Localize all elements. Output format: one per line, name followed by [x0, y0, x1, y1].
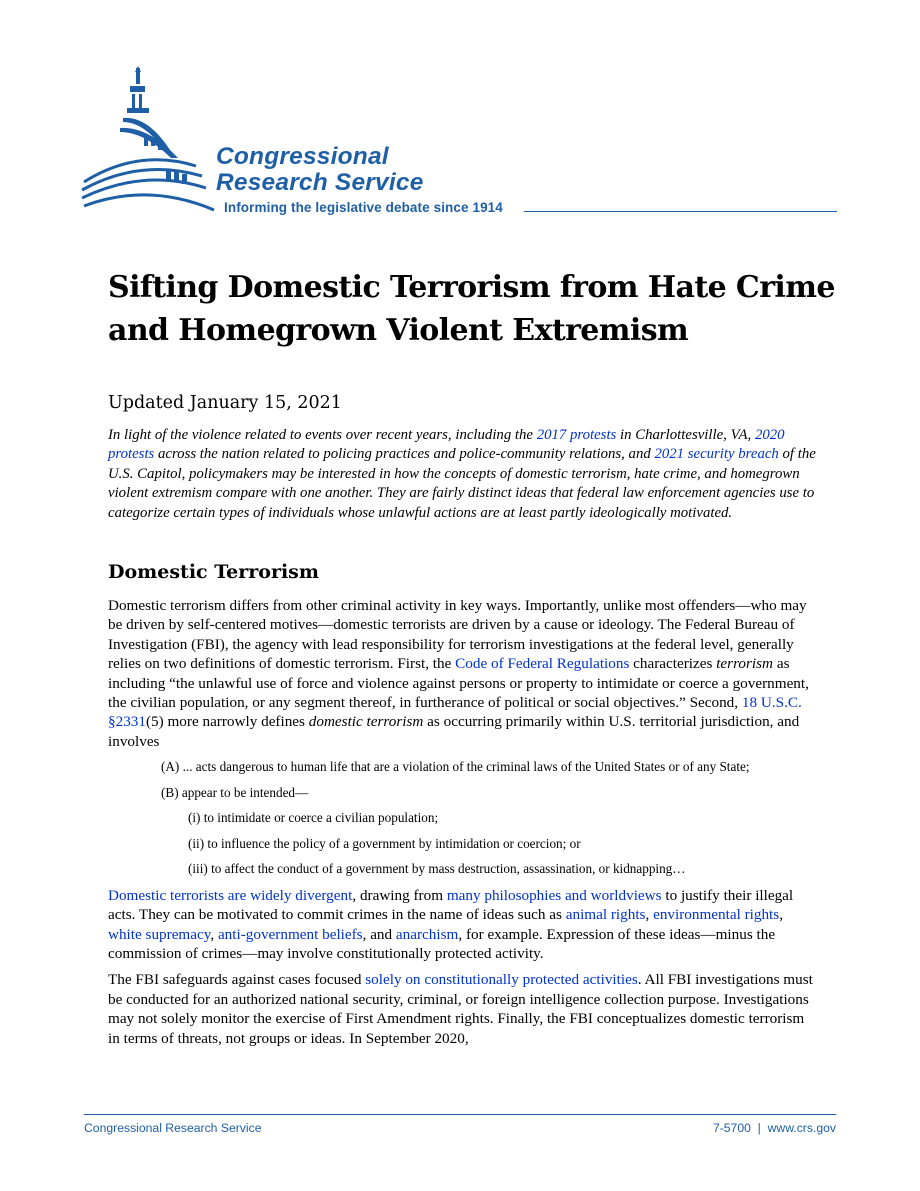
link-anarchism[interactable]: anarchism: [395, 925, 459, 943]
paragraph-text: . All FBI investigations must be conducted for an authorized national security, criminal, or foreign intelligence collection purpose. Investigations may not solely monitor the exercise of First Amendment rights. Finally, the FBI conceptualizes domestic terrorism in terms of threats, not groups or ideas. In September 2020,: [108, 971, 813, 1047]
quote-item-i: (i) to intimidate or coerce a civilian population;: [188, 810, 439, 826]
summary-text: across the nation related to policing practices and police-community relations, and: [154, 446, 655, 463]
link-code-of-federal-regulations[interactable]: Code of Federal Regulations: [455, 655, 630, 673]
footer-org-name: Congressional Research Service: [84, 1121, 262, 1135]
paragraph-text: ,: [645, 906, 654, 924]
report-title: Sifting Domestic Terrorism from Hate Crime and Homegrown Violent Extremism: [108, 270, 835, 348]
paragraph-2: [108, 886, 814, 964]
quote-item-iii: (iii) to affect the conduct of a government by mass destruction, assassination, or kidnapping…: [188, 861, 686, 877]
paragraph-text: to justify their illegal acts. They can be motivated to commit crimes in the name of ideas such as: [108, 886, 794, 924]
paragraph-text: ,: [210, 925, 218, 943]
org-name-line1: Congressional: [216, 143, 389, 170]
paragraph-text: as occurring primarily within U.S. territorial jurisdiction, and involves: [108, 713, 800, 750]
emphasis-terrorism: terrorism: [716, 655, 774, 673]
org-name: [216, 144, 424, 196]
paragraph-text: , and: [362, 925, 396, 943]
paragraph-text: (5) more narrowly defines: [145, 713, 309, 731]
link-18-usc-2331[interactable]: 18 U.S.C. §2331: [108, 694, 802, 731]
paragraph-1: [108, 596, 814, 751]
org-name-line2: Research Service: [216, 169, 424, 196]
paragraph-text: , drawing from: [352, 886, 447, 904]
footer-report-id: 7-5700 | www.crs.gov: [712, 1121, 836, 1135]
link-anti-government-beliefs[interactable]: anti-government beliefs: [217, 925, 363, 943]
paragraph-text: The FBI safeguards against cases focused: [108, 971, 366, 989]
capitol-dome-icon: [78, 62, 218, 222]
link-environmental-rights[interactable]: environmental rights: [653, 906, 780, 924]
paragraph-text: Domestic terrorism differs from other criminal activity in key ways. Importantly, unlike most offenders—who may be driven by self-centered motives—domestic terrorists are driven by a cause or ideology. The Federal Bureau of Investigation (FBI), the agency with lead responsibility for terrorism investigations at the federal level, generally relies on two definitions of domestic terrorism. First, the: [108, 597, 807, 673]
paragraph-text: ,: [779, 906, 783, 924]
crs-logo: [78, 62, 838, 222]
summary-paragraph: [108, 426, 820, 523]
org-tagline: Informing the legislative debate since 1914: [224, 200, 503, 215]
summary-text: in Charlottesville, VA,: [616, 427, 755, 443]
footer-rule: [84, 1114, 836, 1115]
quote-item-ii: (ii) to influence the policy of a government by intimidation or coercion; or: [188, 835, 581, 851]
section-heading: Domestic Terrorism: [108, 561, 319, 583]
quote-item-b: (B) appear to be intended—: [161, 784, 309, 800]
link-constitutionally-protected[interactable]: solely on constitutionally protected activities: [365, 971, 638, 989]
emphasis-domestic-terrorism: domestic terrorism: [308, 713, 424, 731]
link-white-supremacy[interactable]: white supremacy: [108, 925, 211, 943]
paragraph-text: characterizes: [629, 655, 717, 673]
paragraph-text: , for example. Expression of these ideas—minus the commission of crimes—may involve constitutionally protected activity.: [108, 925, 776, 962]
updated-date: Updated January 15, 2021: [108, 393, 342, 413]
quote-item-a: (A) ... acts dangerous to human life that are a violation of the criminal laws of the United States or of any State;: [161, 759, 750, 775]
paragraph-text: as including “the unlawful use of force and violence against persons or property to intimidate or coerce a government, the civilian population, or any segment thereof, in furtherance of political or social objectives.” Second,: [108, 655, 809, 712]
header-rule: [524, 211, 837, 212]
link-2017-protests[interactable]: 2017 protests: [536, 427, 617, 443]
summary-text: of the U.S. Capitol, policymakers may be interested in how the concepts of domestic terrorism, hate crime, and homegrown violent extremism compare with one another. They are fairly distinct ideas that federal law enforcement agencies use to categorize certain types of individuals whose unlawful actions are at least partly ideologically motivated.: [108, 446, 816, 521]
link-animal-rights[interactable]: animal rights: [565, 906, 646, 924]
paragraph-3: [108, 970, 814, 1048]
section-body: [108, 596, 814, 1055]
summary-text: In light of the violence related to events over recent years, including the: [108, 427, 537, 443]
link-widely-divergent[interactable]: Domestic terrorists are widely divergent: [108, 886, 353, 904]
link-2021-security-breach[interactable]: 2021 security breach: [654, 446, 779, 463]
link-2020-protests[interactable]: 2020 protests: [108, 427, 785, 463]
link-philosophies-worldviews[interactable]: many philosophies and worldviews: [446, 886, 662, 904]
